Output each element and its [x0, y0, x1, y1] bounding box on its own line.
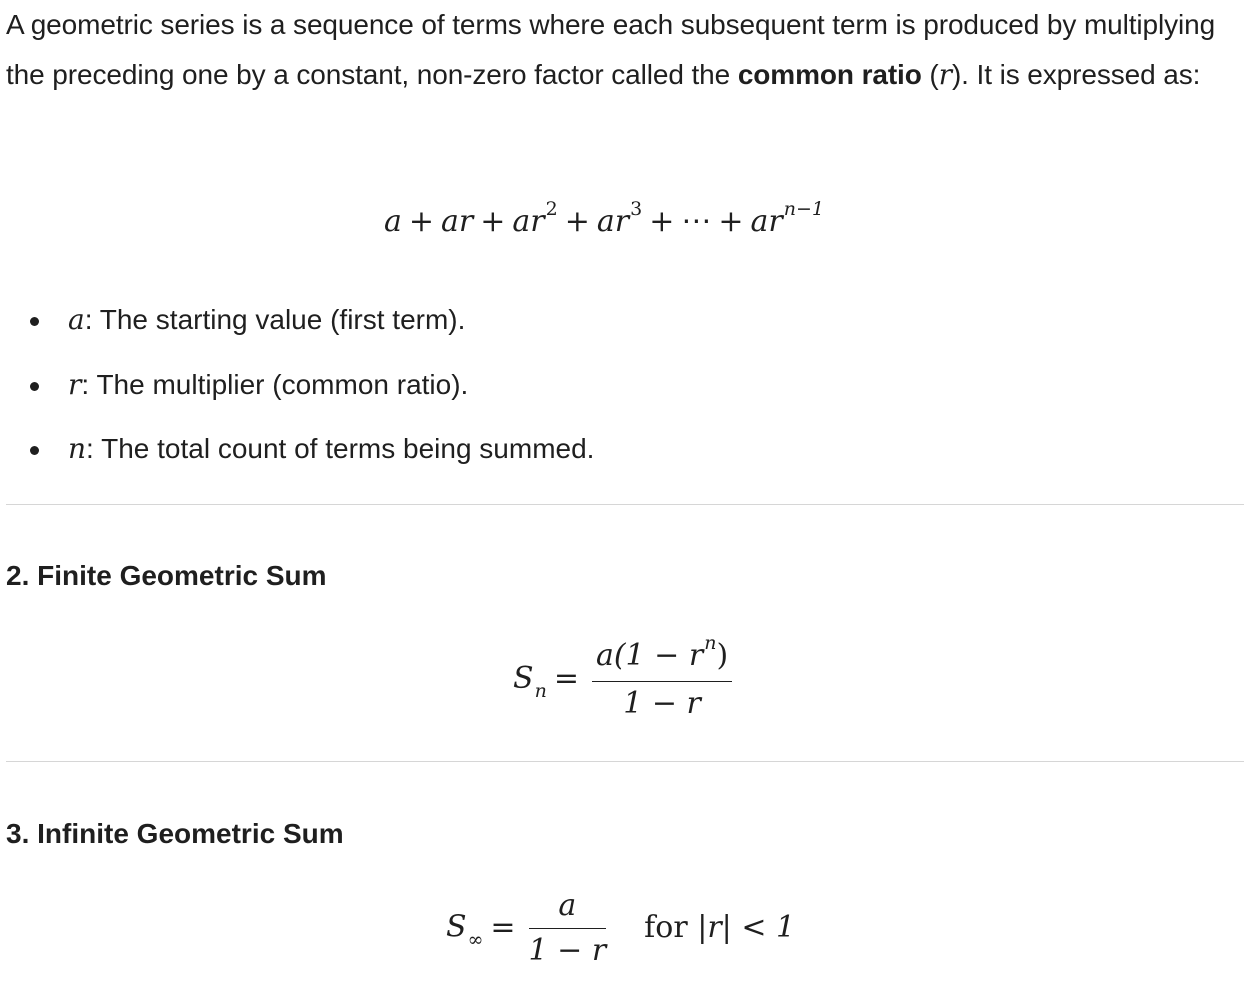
infinite-numerator [529, 888, 607, 929]
term-n-exponent [784, 198, 824, 220]
intro-paren: ( [921, 59, 939, 90]
term-4: ar [596, 204, 630, 239]
bullet-dot [30, 382, 39, 391]
infinite-fraction [529, 888, 607, 969]
infinite-denominator [529, 929, 607, 969]
plus-sign: + [408, 204, 435, 239]
bullet-dot [30, 317, 39, 326]
term-3-exponent: 2 [545, 198, 558, 220]
term-4-exponent: 3 [630, 198, 643, 220]
equals-sign: = [553, 661, 579, 696]
infinite-lhs-subscript: ∞ [467, 928, 484, 951]
finite-numerator-close: ) [716, 638, 729, 673]
variable-list [0, 296, 594, 490]
list-item [0, 296, 594, 361]
term-1: a [384, 204, 402, 239]
term-n-exponent-text: n−1 [783, 198, 824, 220]
infinite-lhs: S [446, 909, 467, 945]
common-ratio-term: common ratio [737, 59, 922, 90]
plus-sign: + [480, 204, 506, 239]
infinite-denominator-text: 1 − r [528, 933, 607, 968]
equals-sign: = [490, 909, 516, 945]
infinite-sum-heading: 3. Infinite Geometric Sum [6, 818, 344, 849]
ellipsis: ⋯ [681, 204, 712, 239]
finite-numerator [592, 632, 732, 682]
finite-sum-heading: 2. Finite Geometric Sum [6, 560, 327, 591]
condition-expression: |r| < 1 [697, 909, 796, 945]
term-n: ar [750, 204, 783, 239]
intro-text-1: A geometric series is a sequence of terms where each subsequent term is produced by multiplying the preceding one by a constant, non-zero factor called the [6, 9, 1216, 90]
variable-description: : The multiplier (common ratio). [81, 368, 469, 400]
finite-fraction [592, 632, 732, 722]
variable-symbol: n [68, 432, 87, 465]
plus-sign: + [649, 204, 675, 239]
variable-description: : The starting value (first term). [84, 304, 466, 335]
plus-sign: + [564, 204, 590, 239]
ratio-symbol: r [938, 58, 952, 91]
intro-paragraph [6, 0, 1242, 100]
convergence-condition [644, 910, 795, 945]
finite-denominator-text: 1 − r [623, 686, 701, 721]
term-2: ar [441, 204, 474, 239]
finite-numerator-main: a(1 − r [595, 638, 704, 673]
term-3: ar [512, 204, 545, 239]
variable-symbol: a [68, 303, 85, 336]
bullet-dot [30, 446, 39, 455]
finite-lhs: S [513, 661, 534, 696]
finite-sum-formula [513, 632, 738, 722]
finite-lhs-subscript-text: n [534, 680, 547, 702]
list-item [0, 425, 594, 490]
intro-text-2: ). It is expressed as: [951, 59, 1201, 90]
plus-sign: + [718, 204, 744, 239]
infinite-sum-formula [446, 888, 795, 969]
finite-numerator-exponent [704, 632, 716, 654]
finite-numerator-exponent-text: n [704, 632, 717, 654]
section-divider [6, 504, 1244, 505]
finite-denominator [592, 682, 732, 722]
variable-symbol: r [68, 367, 82, 401]
infinite-numerator-text: a [558, 888, 577, 923]
condition-word: for [644, 909, 688, 945]
list-item [0, 361, 594, 426]
finite-lhs-subscript [535, 680, 547, 702]
series-formula [384, 198, 824, 239]
variable-description: : The total count of terms being summed. [86, 433, 595, 464]
section-divider [6, 761, 1244, 762]
